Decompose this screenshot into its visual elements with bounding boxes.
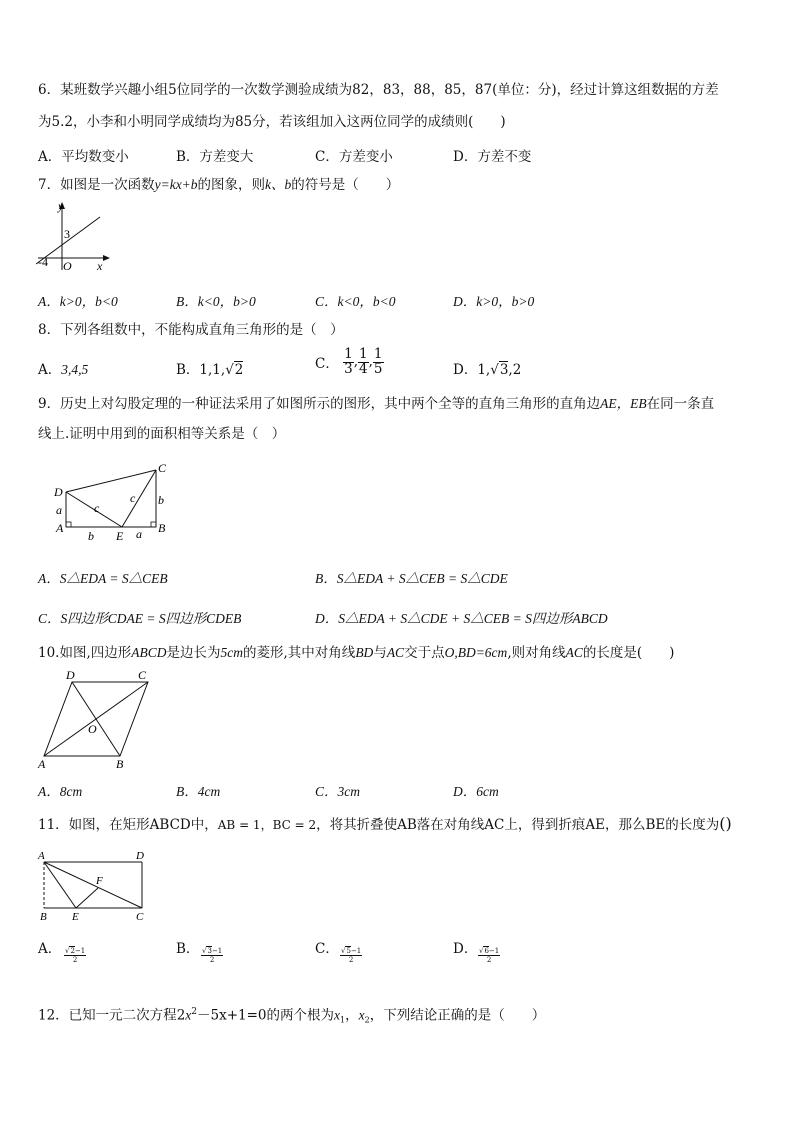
q11-option-b[interactable]: B． √3−1 2 bbox=[176, 941, 223, 964]
q7-option-c[interactable]: C．k<0，b<0 bbox=[315, 294, 396, 309]
q11-fig-B: B bbox=[40, 911, 47, 923]
q9-fig-b-bottom: b bbox=[88, 529, 94, 543]
q11-fig-E: E bbox=[72, 911, 79, 923]
q7-fig-neg4: -4 bbox=[38, 255, 48, 269]
q8-d-label: D． bbox=[453, 362, 478, 378]
q10-option-d[interactable]: D．6cm bbox=[453, 784, 499, 799]
q9-line1-b: 在同一条直 bbox=[646, 396, 715, 412]
q7-func: y=kx+b bbox=[154, 177, 198, 192]
q7-stem-a: 7．如图是一次函数 bbox=[38, 177, 155, 193]
q10-fig-C: C bbox=[138, 668, 147, 682]
q7-vars: k、b bbox=[265, 177, 292, 192]
q9-line1 bbox=[38, 394, 714, 414]
q10-fig-B: B bbox=[116, 757, 124, 771]
q8-c-label: C． bbox=[315, 356, 339, 372]
q7-stem bbox=[38, 175, 399, 195]
q7-fig-o: O bbox=[63, 259, 72, 273]
q8-option-c[interactable]: C． $\frac{1}{3}$ , $\frac{1}{4}$ , $\frac{1}{5}$ bbox=[315, 346, 383, 377]
q10-fig-D: D bbox=[66, 668, 75, 682]
q8-c-frac-3: $\frac{1}{5}$ bbox=[373, 346, 383, 377]
q8-d-post: ,2 bbox=[508, 362, 522, 378]
q7-stem-b: 的图象，则 bbox=[197, 177, 266, 193]
q11-option-c[interactable]: C． √5−1 2 bbox=[315, 941, 362, 964]
q9-option-c[interactable]: C．S四边形CDAE = S四边形CDEB bbox=[38, 611, 242, 626]
q7-option-d[interactable]: D．k>0，b>0 bbox=[453, 294, 535, 309]
q6-option-c[interactable]: C．方差变小 bbox=[315, 149, 393, 165]
q9-fig-a-left: a bbox=[56, 503, 62, 517]
q10-fig-O: O bbox=[88, 722, 97, 736]
q10-figure bbox=[36, 666, 161, 772]
q9-figure bbox=[50, 460, 175, 544]
q9-fig-E: E bbox=[116, 529, 124, 543]
q11-c-label: C． bbox=[315, 941, 339, 957]
q11-a-label: A． bbox=[38, 941, 62, 957]
q9-option-d[interactable]: D．S△EDA + S△CDE + S△CEB = S四边形ABCD bbox=[315, 611, 608, 626]
q9-option-a[interactable]: A．S△EDA = S△CEB bbox=[38, 571, 168, 586]
q11-option-a[interactable]: A． √2−1 2 bbox=[38, 941, 86, 964]
q9-line1-a: 9．历史上对勾股定理的一种证法采用了如图所示的图形，其中两个全等的直角三角形的直角边 bbox=[38, 396, 601, 412]
q7-option-b[interactable]: B．k<0，b>0 bbox=[176, 294, 256, 309]
q11-fig-D: D bbox=[136, 850, 144, 862]
q8-b-label: B． bbox=[176, 362, 200, 378]
q9-fig-A: A bbox=[56, 521, 64, 535]
q12-stem: 12．已知一元二次方程$2x^2-5x+1=0$的两个根为$x_1$，$x_2$，下列结论正确的是（ ） bbox=[38, 1007, 546, 1025]
q8-c-frac-2: $\frac{1}{4}$ bbox=[359, 346, 368, 377]
q6-line1: 6．某班数学兴趣小组5位同学的一次数学测验成绩为82，83，88，85，87(单位：分)，经过计算这组数据的方差 bbox=[38, 82, 719, 98]
q8-option-b[interactable] bbox=[176, 358, 243, 378]
q8-a-label: A． bbox=[38, 362, 62, 378]
q6-option-a[interactable]: A．平均数变小 bbox=[38, 149, 129, 165]
q10-stem: 10.如图,四边形ABCD是边长为5cm的菱形,其中对角线BD与AC交于点O,BD=6cm,则对角线AC的长度是( ) bbox=[38, 645, 675, 661]
q6-option-d[interactable]: D．方差不变 bbox=[453, 149, 532, 165]
q11-d-label: D． bbox=[453, 941, 478, 957]
q7-figure bbox=[36, 200, 116, 276]
q11-b-label: B． bbox=[176, 941, 200, 957]
q9-fig-c-1: c bbox=[94, 501, 100, 515]
q9-fig-D: D bbox=[54, 485, 63, 499]
q8-option-a[interactable] bbox=[38, 358, 88, 378]
q9-line2: 线上.证明中用到的面积相等关系是（ ） bbox=[38, 426, 286, 442]
q11-option-d[interactable]: D． √6−1 2 bbox=[453, 941, 500, 964]
sqrt-sign-icon: √ bbox=[490, 362, 499, 378]
q9-fig-b-right: b bbox=[158, 493, 164, 507]
q8-d-root: 3 bbox=[499, 362, 509, 378]
q8-b-root: 2 bbox=[234, 362, 244, 378]
q8-c-frac-1: $\frac{1}{3}$ bbox=[344, 346, 353, 377]
q8-option-d[interactable] bbox=[453, 358, 521, 378]
q9-fig-B: B bbox=[158, 521, 166, 535]
q10-option-b[interactable]: B．4cm bbox=[176, 784, 221, 799]
q10-option-c[interactable]: C．3cm bbox=[315, 784, 360, 799]
q9-fig-c-2: c bbox=[130, 491, 136, 505]
q7-option-a[interactable]: A．k>0，b<0 bbox=[38, 294, 118, 309]
q6-line2: 为5.2，小李和小明同学成绩均为85分，若该组加入这两位同学的成绩则( ) bbox=[38, 114, 506, 130]
q9-fig-C: C bbox=[158, 461, 167, 475]
q8-a-val: 3,4,5 bbox=[61, 362, 89, 377]
q8-stem: 8．下列各组数中，不能构成直角三角形的是（ ） bbox=[38, 322, 344, 338]
q7-stem-c: 的符号是（ ） bbox=[291, 177, 400, 193]
q11-figure bbox=[36, 846, 156, 924]
sqrt-sign-icon: √ bbox=[225, 362, 234, 378]
q11-stem: 11．如图，在矩形ABCD中，AB = 1，BC = 2，将其折叠使AB落在对角线AC上，得到折痕AE，那么BE的长度为() bbox=[38, 814, 732, 833]
q6-option-b[interactable]: B．方差变大 bbox=[176, 149, 254, 165]
q7-fig-y: y bbox=[58, 200, 64, 213]
q7-fig-x: x bbox=[97, 259, 103, 273]
q9-fig-a-bottom: a bbox=[136, 527, 142, 541]
q10-fig-A: A bbox=[38, 757, 46, 771]
q11-fig-A: A bbox=[38, 850, 45, 862]
q7-fig-3: 3 bbox=[64, 227, 70, 241]
q9-line1-vars: AE，EB bbox=[600, 396, 647, 411]
q8-b-val: 1,1, bbox=[199, 362, 226, 378]
q10-option-a[interactable]: A．8cm bbox=[38, 784, 83, 799]
q9-option-b[interactable]: B．S△EDA + S△CEB = S△CDE bbox=[315, 571, 508, 586]
q11-fig-C: C bbox=[136, 911, 144, 923]
q11-fig-F: F bbox=[96, 875, 103, 887]
q8-d-pre: 1, bbox=[477, 362, 491, 378]
